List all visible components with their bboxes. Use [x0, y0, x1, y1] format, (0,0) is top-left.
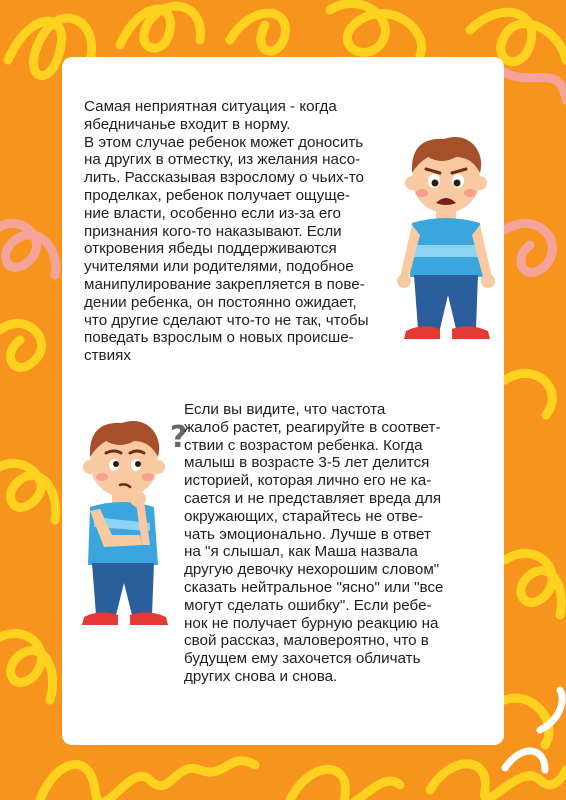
thinking-boy-illustration [74, 407, 188, 635]
paragraph-advice: Если вы видите, что частота жалоб растет, реагируйте в соответ- ствии с возрастом ребенка. Когда малыш в возрасте 3-5 лет делится историей, которая лично его не ка- сается и не представляет вреда для окружающих, старайтесь не отве- чать эмоционально. Лучше в ответ на "я слышал, как Маша назвала другую девочку нехорошим словом" сказать нейтральное "ясно" или "все могут сделать ошибку". Если ребе- нок не получает бурную реакцию на свой рассказ, маловероятно, что в будущем ему захочется обличать других снова и снова. [184, 401, 444, 685]
upset-boy-illustration [392, 127, 500, 352]
paragraph-intro: Самая неприятная ситуация - когда ябедничанье входит в норму. В этом случае ребенок может доносить на других в отместку, из желания насо- лить. Рассказывая взрослому о чьих-то проделках, ребенок получает ощуще- ние власти, особенно если из-за его признания кого-то наказывают. Если откровения ябеды поддерживаются учителями или родителями, подобное манипулирование закрепляется в пове- дении ребенка, он постоянно ожидает, что другие сделают что-то не так, чтобы поведать взрослым о новых происше- ствиях [84, 98, 369, 365]
question-mark-icon: ? [170, 420, 188, 455]
content-card [62, 57, 504, 745]
